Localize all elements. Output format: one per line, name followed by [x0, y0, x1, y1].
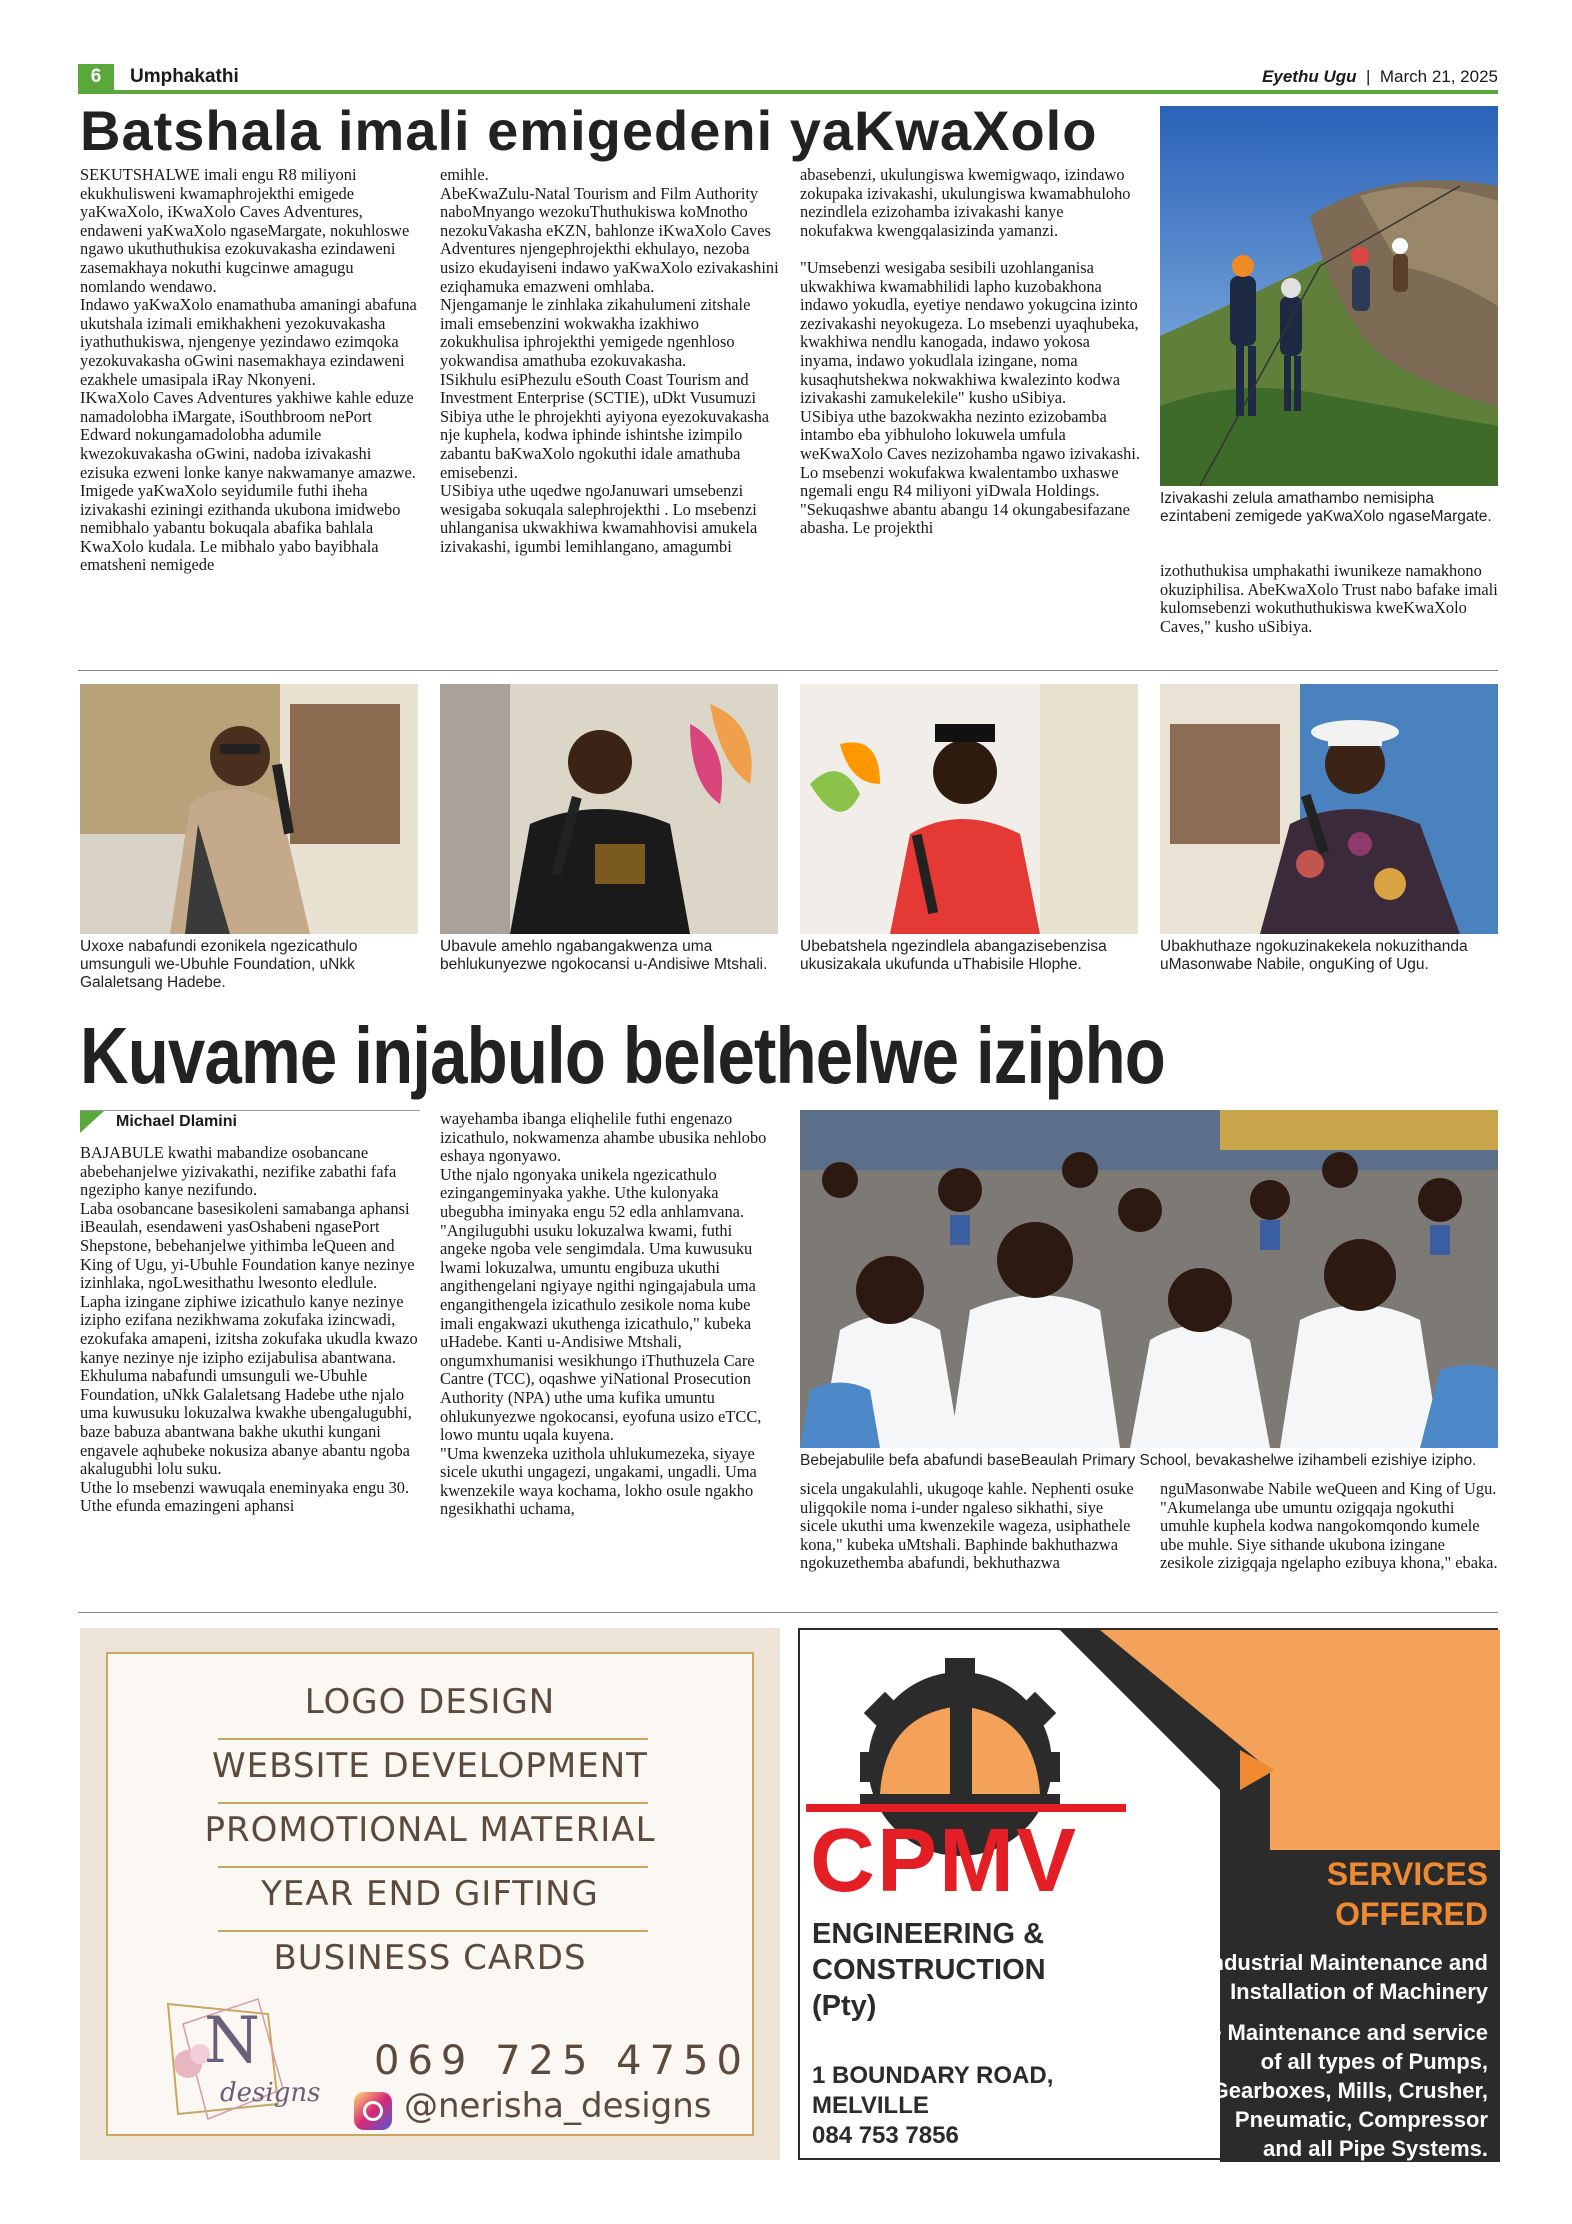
article2-text-3: sicela ungakulahli, ukugoqe kahle. Nephenti osuke uligqokile noma i-under ngaleso sikhathi, siye sicele ukuthi uma kwenzekile wageza, usiphathele kona," kubeka uMtshali. Baphinde bakhuthazwa ngokuzethemba abafundi, bekhuthazwa: [800, 1479, 1134, 1573]
service-business-cards: BUSINESS CARDS: [273, 1938, 587, 1978]
article1-text-2: emihle. AbeKwaZulu-Natal Tourism and Film Authority naboMnyango wezokuThuthukiswa koMnotho nezokuVakasha eKZN, bahlonze iKwaXolo Caves Adventures njengephrojekthi ekhulayo, nezoba usizo ekudayiseni indawo yaKwaXolo ezivakashini eziqhamuka emazweni omhlaba. Njengamanje le zinhlaka zikahulumeni zitshale imali emsebenzini wokwakha izakhiwo zokukhulisa iphrojekthi yemigede ngenhloso yokwandisa amathuba ezokuvakasha. ISikhulu esiPhezulu eSouth Coast Tourism and Investment Enterprise (SCTIE), uDkt Vusumuzi Sibiya uthe le phrojekhti ayiyona eyezokuvakasha nje kuphela, kodwa iphinde ishintshe izimpilo zabantu baKwaXolo ngokuthi idale amathuba emisebenzi. USibiya uthe uqedwe ngoJanuwari umsebenzi wesigaba sokuqala salephrojekthi . Lo msebenzi uhlanganisa ukwakhiwa kwamahhovisi amukela izivakashi, igumbi lemihlangano, amagumbi: [440, 165, 779, 556]
service-separator: [218, 1738, 648, 1740]
logo-letter: N: [204, 2004, 260, 2078]
paper-info: [1262, 64, 1498, 90]
section-name: Umphakathi: [130, 66, 239, 87]
ndesigns-frame: [106, 1652, 754, 2136]
service-gifting: YEAR END GIFTING: [261, 1874, 599, 1914]
service-maintenance-cont-1: of all types of Pumps,: [1260, 2049, 1488, 2074]
ndesigns-phone: 069 725 4750: [374, 2038, 750, 2084]
service-maintenance: • Maintenance and service: [1213, 2020, 1488, 2045]
article2-column-3: [800, 1480, 1140, 1604]
instagram-icon: [354, 2092, 392, 2130]
services-title-2: OFFERED: [1335, 1896, 1488, 1932]
section-divider: [78, 670, 1498, 671]
service-maintenance-cont-2: Gearboxes, Mills, Crusher,: [1211, 2078, 1488, 2103]
cpmv-address-2: MELVILLE: [812, 2092, 929, 2119]
header-divider: |: [1361, 67, 1376, 86]
hlophe-speaking-photo: [800, 684, 1138, 934]
article2-text-4: nguMasonwabe Nabile weQueen and King of Ugu. "Akumelanga ube umuntu ozigqaja ngokuthi umuhle kuphela kodwa nangokomqondo kumele ube muhle. Siye sithande ukubona izingane zesikole zizigqaja ngelapho ezibuya khona," ebaka.: [1160, 1479, 1498, 1573]
article1-headline: Batshala imali emigedeni yaKwaXolo: [80, 99, 1098, 162]
byline: [80, 1110, 420, 1134]
cpmv-address-1: 1 BOUNDARY ROAD,: [812, 2062, 1054, 2089]
byline-marker: [80, 1111, 104, 1133]
article1-column-4: [1160, 562, 1498, 666]
article2-column-2: [440, 1110, 780, 1604]
cpmv-tagline-2: CONSTRUCTION: [812, 1954, 1046, 1986]
page-number: 6: [78, 64, 114, 90]
service-website: WEBSITE DEVELOPMENT: [212, 1746, 648, 1786]
cpmv-tagline-3: (Pty): [812, 1990, 877, 2022]
mtshali-speaking-photo: [440, 684, 778, 934]
article1-text-4: izothuthukisa umphakathi iwunikeze namakhono okuziphilisa. AbeKwaXolo Trust nabo bafake imali kulomsebenzi wokuthuthukiswa kweKwaXolo Caves," kusho uSibiya.: [1160, 561, 1498, 636]
issue-date: March 21, 2025: [1379, 67, 1498, 86]
cpmv-tagline-1: ENGINEERING &: [812, 1918, 1045, 1950]
cpmv-phone: 084 753 7856: [812, 2122, 959, 2149]
service-steel: • Steel Fabrication & Installation: [1152, 2177, 1488, 2202]
article1-text-1: SEKUTSHALWE imali engu R8 miliyoni ekukhulisweni kwamaphrojekthi emigede yaKwaXolo, iKwaXolo Caves Adventures, endaweni yaKwaXolo ngaseMargate, nokuhloswe ngawo ukuthuthukisa ezokuvakasha ezindaweni zasemakhaya nokuthi kugcinwe amagugu nomlando wendawo. Indawo yaKwaXolo enamathuba amaningi abafuna ukutshala izimali emikhakheni yezokuvakasha iyathuthukiswa, njengenye yezindawo ezimqoka yezokuvakasha oGwini nasemakhaya ezindaweni ezakhele umasipala iRay Nkonyeni. IKwaXolo Caves Adventures yakhiwe kahle eduze namadolobha iMargate, iSouthbroom nePort Edward nokungamadolobha adumile kwezokuvakasha oGwini, nadoba izivakashi ezisuka ezweni lonke kanye nakwamanye amazwe. Imigede yaKwaXolo seyidumile futhi iheha izivakashi eziningi ezithanda ukubona imidwebo nemibhalo yabantu bokuqala abafika bahlala KwaXolo kudala. Le mibhalo yabo bayibhala ematsheni nemigede: [80, 165, 417, 575]
cpmv-brand: CPMV: [810, 1811, 1079, 1911]
photo4-caption: Ubakhuthaze ngokuzinakekela nokuzithanda uMasonwabe Nabile, onguKing of Ugu.: [1160, 938, 1468, 973]
service-logo-design: LOGO DESIGN: [304, 1682, 556, 1722]
article2-column-4: [1160, 1480, 1498, 1604]
article1-column-2: [440, 166, 780, 666]
photo2-caption: Ubavule amehlo ngabangakwenza uma behlukunyezwe ngokocansi u-Andisiwe Mtshali.: [440, 938, 768, 973]
schoolchildren-photo: [800, 1110, 1498, 1448]
hadebe-speaking-photo: [80, 684, 418, 934]
nabile-speaking-photo: [1160, 684, 1498, 934]
service-separator: [218, 1802, 648, 1804]
services-title-1: SERVICES: [1326, 1856, 1488, 1892]
services-list: [1088, 1948, 1488, 2204]
service-promotional: PROMOTIONAL MATERIAL: [204, 1810, 656, 1850]
caves-climbers-photo: [1160, 106, 1498, 486]
service-separator: [218, 1930, 648, 1932]
cpmv-advert: [798, 1628, 1498, 2202]
article2-headline: Kuvame injabulo belethelwe izipho: [80, 1011, 1165, 1100]
service-separator: [218, 1866, 648, 1868]
photo1-caption: Uxoxe nabafundi ezonikela ngezicathulo umsunguli we-Ubuhle Foundation, uNkk Galaletsang Hadebe.: [80, 938, 358, 991]
article2-column-1: [80, 1144, 420, 1604]
paper-name: Eyethu Ugu: [1262, 67, 1357, 86]
service-maintenance-cont-4: and all Pipe Systems.: [1263, 2136, 1488, 2161]
page-header: [78, 64, 1498, 94]
service-maintenance-cont-3: Pneumatic, Compressor: [1234, 2107, 1488, 2132]
article1-column-3: [800, 166, 1140, 666]
article1-column-1: [80, 166, 420, 666]
service-industrial: • Industrial Maintenance and: [1190, 1950, 1488, 1975]
service-industrial-cont: Installation of Machinery: [1230, 1979, 1488, 2004]
article1-text-3: abasebenzi, ukulungiswa kwemigwaqo, izindawo zokupaka izivakashi, ukulungiswa kwamabhuloho nezindlela ezizohamba izivakashi kanye nokufakwa kwengqalasizinda yamanzi. "Umsebenzi wesigaba sesibili uzohlanganisa ukwakhiwa kwamabhilidi lapho kuzobakhona indawo yokudla, eyetiye nendawo yokugcina izinto zezivakashi neyokugeza. Lo msebenzi uyaqhubeka, kwakhiwa nendlu kanogada, indawo yokosa inyama, indawo yokudlala izingane, noma kusaqhutshekwa nokwakhiwa kwalezinto kodwa izivakashi zamukelekile" kusho uSibiya. USibiya uthe bazokwakha nezinto ezizobamba intambo eba yibhuloho lokuwela umfula weKwaXolo Caves nezizohamba ngawo izivakashi. Lo msebenzi wokufakwa kwalentambo uxhaswe ngemali engu R4 miliyoni yiDwala Holdings. "Sekuqashwe abantu abangu 14 okungabesifazane abasha. Le projekthi: [800, 165, 1140, 538]
ads-divider: [78, 1612, 1498, 1613]
article2-text-1: BAJABULE kwathi mabandize osobancane abebehanjelwe yizivakathi, nezifike zabathi fafa ngezipho kanye nezifundo. Laba osobancane basesikoleni samabanga aphansi iBeaulah, esendaweni yasOshabeni ngasePort Shepstone, bebehanjelwe yithimba leQueen and King of Ugu, yi-Ubuhle Foundation kanye nezinye izinhlaka, ngoLwesithathu lwesonto eledlule. Lapha izingane ziphiwe izicathulo kanye nezinye izipho ezifana nezikhwama zokufaka izincwadi, ezokufaka amapeni, izitsha zokufaka ukudla kwazo kanye nezinye nje izipho ezijabulisa abantwana. Ekhuluma nabafundi umsunguli we-Ubuhle Foundation, uNkk Galaletsang Hadebe uthe njalo uma kuwusuku lokuzalwa kwakhe ubengalugubhi, baze babuza abantwana bakhe ukuthi kungani engavele aqhubeke nokusiza abanye abantu ngoba akalugubhi lolu suku. Uthe lo msebenzi wawuqala eneminyaka engu 30. Uthe efunda emazingeni aphansi: [80, 1143, 418, 1516]
ndesigns-logo: [148, 1994, 321, 2124]
instagram-handle: @nerisha_designs: [404, 2086, 712, 2126]
logo-word: designs: [220, 2078, 321, 2108]
ndesigns-advert: [80, 1628, 780, 2160]
author-name: Michael Dlamini: [116, 1113, 237, 1130]
caves-photo-caption: Izivakashi zelula amathambo nemisipha ezintabeni zemigede yaKwaXolo ngaseMargate.: [1160, 490, 1492, 525]
article2-text-2: wayehamba ibanga eliqhelile futhi engenazo izicathulo, nokwamenza ahambe ubusika nehlobo eshaya ngonyawo. Uthe njalo ngonyaka unikela ngezicathulo ezingangeminyaka yakhe. Uthe kulonyaka ubegubha iminyaka engu 52 edla anhlamvana. "Angilugubhi usuku lokuzalwa kwami, futhi angeke ngoba vele sengimdala. Uma kuwusuku lwami lokuzalwa, umuntu engibuza ukuthi angithengelani ngiyaye ngithi ngingajabula uma engangithengela izicathulo zesikole noma kube imali engakwazi ukuthenga izicathulo," kubeka uHadebe. Kanti u-Andisiwe Mtshali, ongumxhumanisi wesikhungo iThuthuzela Care Cantre (TCC), oqashwe yiNational Prosecution Authority (NPA) uthe uma kufika umuntu ohlukunyezwe ngokocansi, eyofuna usizo eTCC, lowo muntu uqala kuyena. "Uma kwenzeka uzithola uhlukumezeka, siyaye sicele ukuthi ungagezi, ungakami, ungadli. Uma kwenzekile waya kochama, lokho osule ngakho ngesikhathi uchama,: [440, 1109, 767, 1519]
schoolchildren-caption: Bebejabulile befa abafundi baseBeaulah Primary School, bevakashelwe izihambeli ezishiye izipho.: [800, 1452, 1477, 1469]
photo3-caption: Ubebatshela ngezindlela abangazisebenzisa ukusizakala ukufunda uThabisile Hlophe.: [800, 938, 1107, 973]
